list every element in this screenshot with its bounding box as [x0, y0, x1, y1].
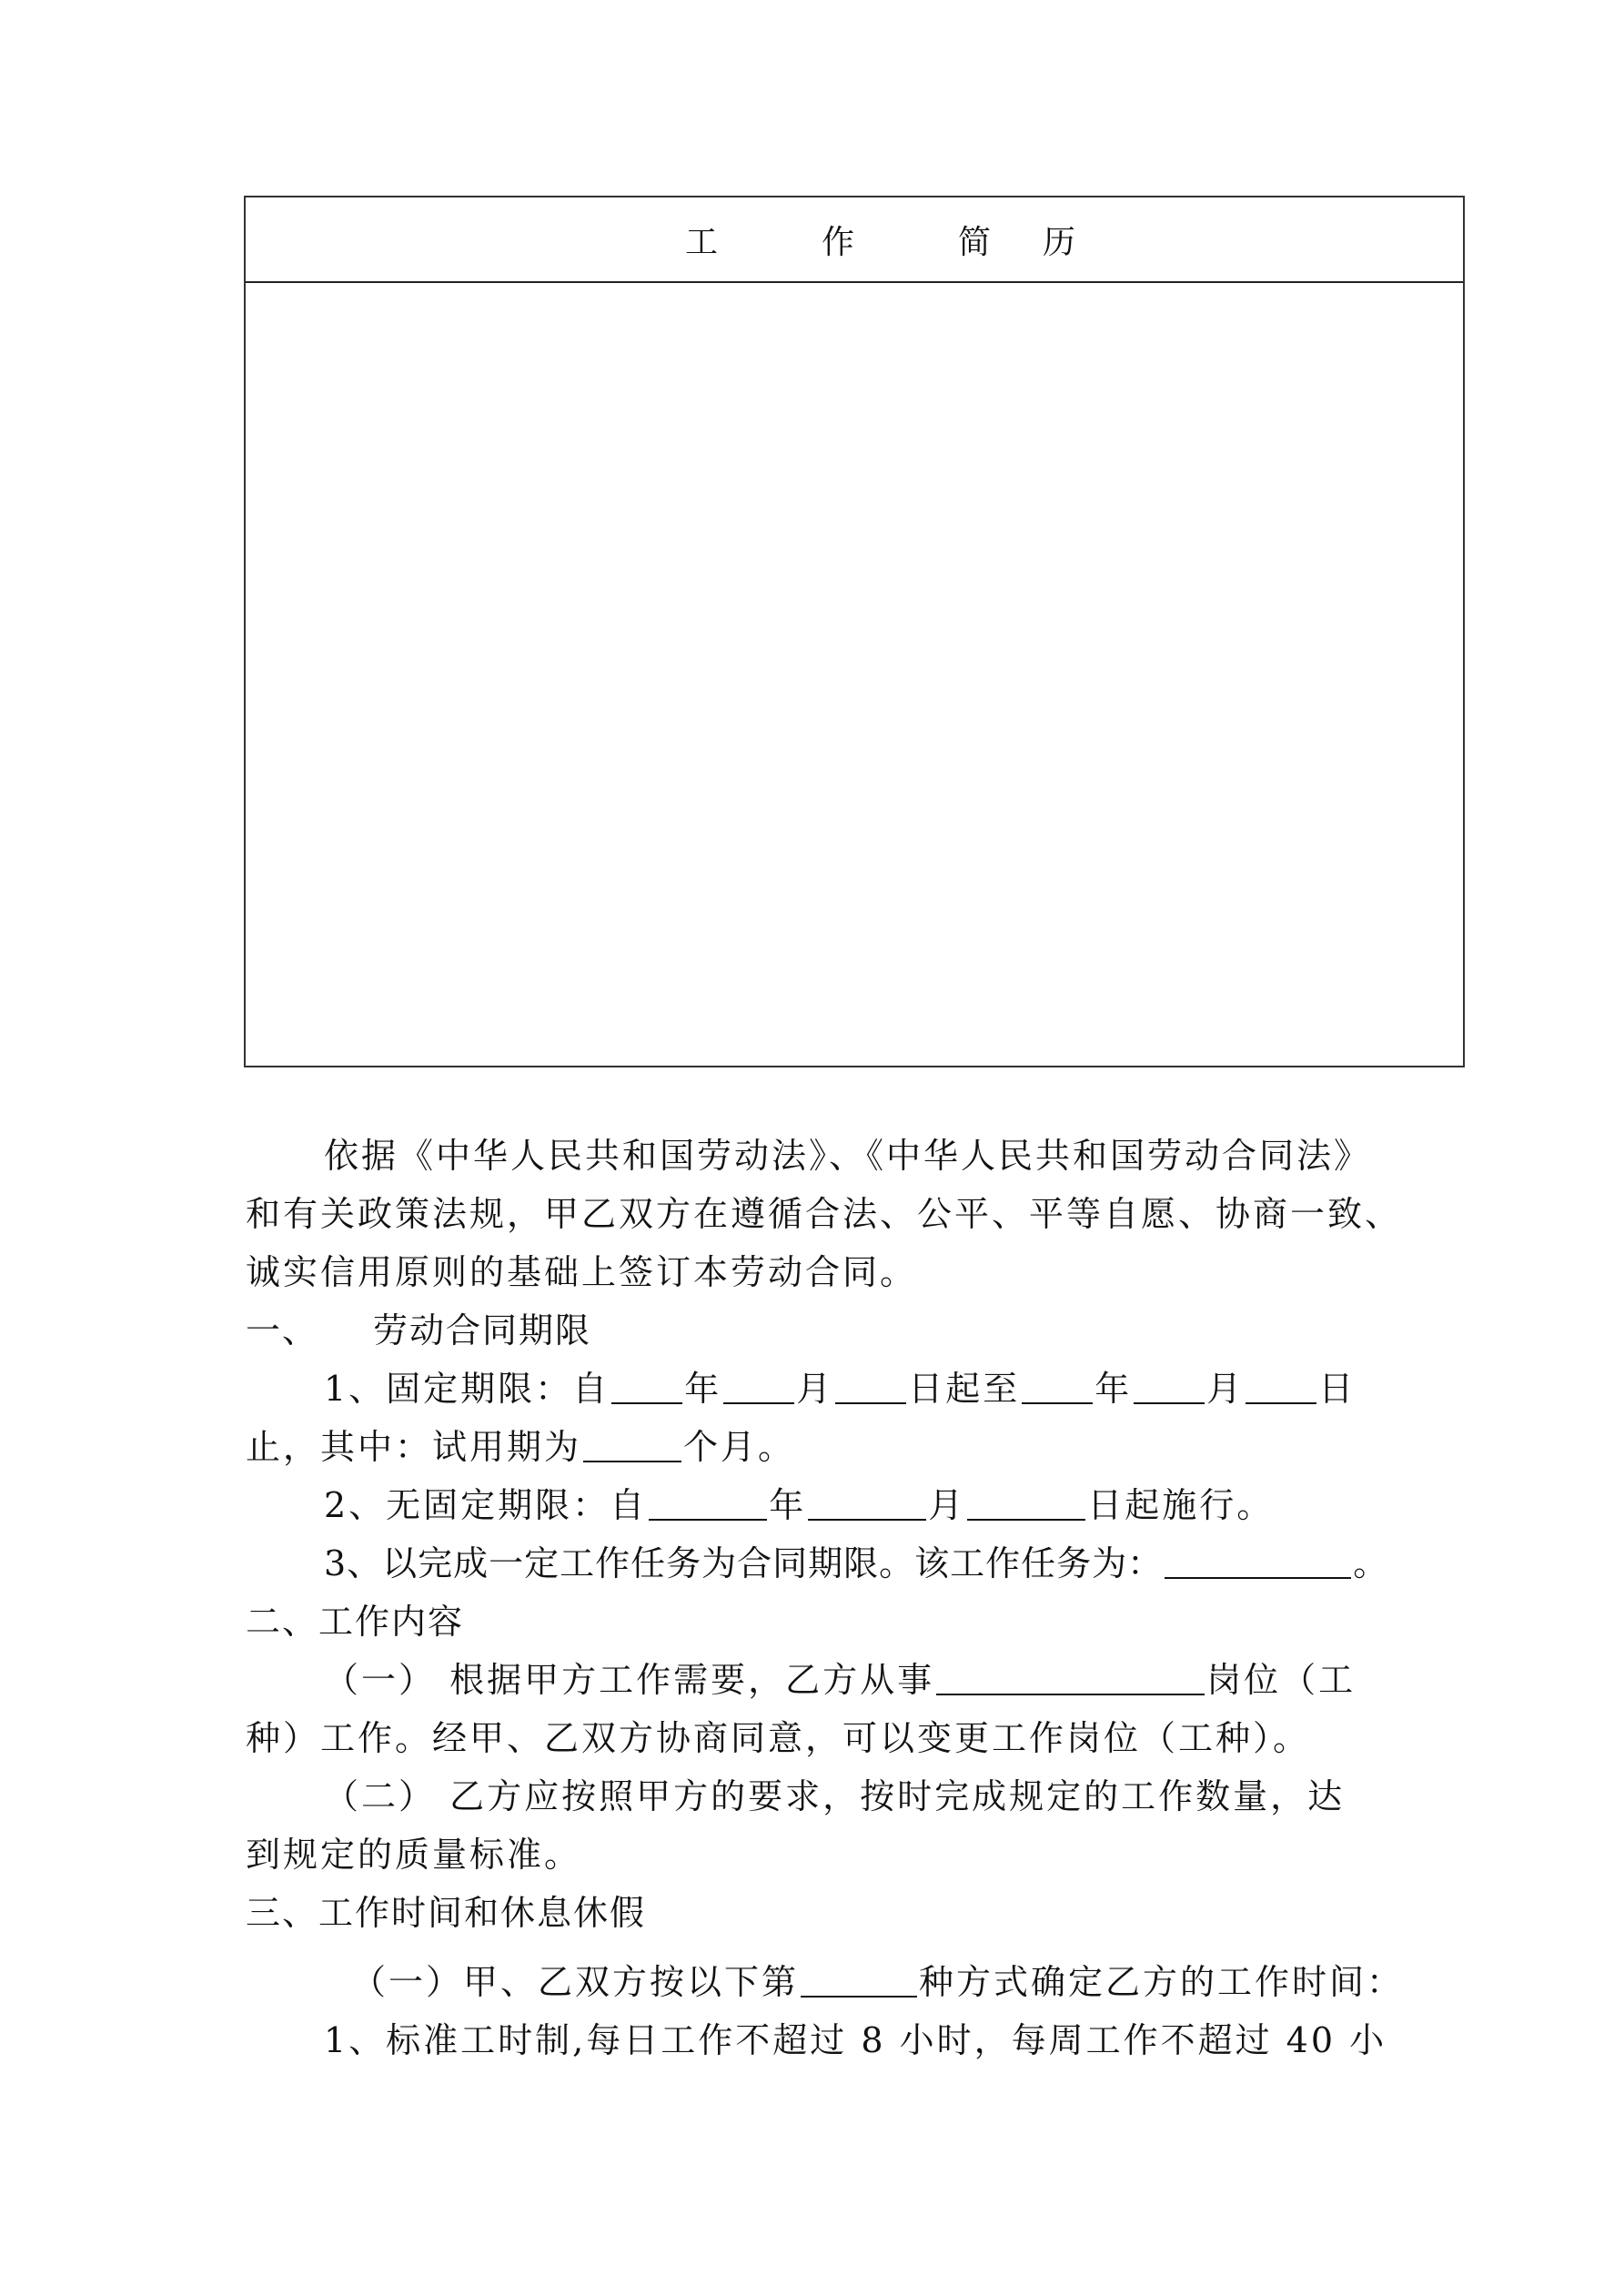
- end-month-blank[interactable]: [1134, 1368, 1205, 1404]
- work-history-title-char: 历: [1043, 223, 1076, 261]
- end-year-blank[interactable]: [1022, 1368, 1093, 1404]
- end-day-blank[interactable]: [1246, 1368, 1316, 1404]
- from-to-label: 日起至: [908, 1369, 1021, 1409]
- year-label: 年: [769, 1485, 807, 1525]
- work-history-title-char: 工: [684, 223, 718, 261]
- position-blank[interactable]: [936, 1659, 1205, 1695]
- work-content-line: （二） 乙方应按照甲方的要求，按时完成规定的工作数量，达: [324, 1776, 1346, 1816]
- work-history-box: [244, 196, 1465, 1067]
- working-hours-line: 1、标准工时制,每日工作不超过 8 小时，每周工作不超过 40 小: [324, 2020, 1387, 2060]
- intro-line: 依据《中华人民共和国劳动法》、《中华人民共和国劳动合同法》: [324, 1136, 1372, 1176]
- fixed-term-line: [246, 1360, 1383, 1418]
- month-label: 月: [928, 1485, 966, 1525]
- start-year-blank[interactable]: [611, 1368, 682, 1404]
- section-heading-work-content: 二、工作内容: [246, 1602, 465, 1642]
- day-label: 日: [1318, 1369, 1357, 1409]
- intro-line: 和有关政策法规，甲乙双方在遵循合法、公平、平等自愿、协商一致、: [246, 1194, 1403, 1234]
- open-year-blank[interactable]: [649, 1484, 767, 1521]
- open-term-label: 2、无固定期限：自: [324, 1485, 648, 1525]
- effective-label: 日起施行。: [1087, 1485, 1275, 1525]
- section-number: 一、: [246, 1310, 319, 1350]
- task-term-line: [246, 1534, 1389, 1593]
- month-label: 月: [796, 1369, 834, 1409]
- section-heading-working-hours: 三、工作时间和休息休假: [246, 1893, 647, 1933]
- task-blank[interactable]: [1165, 1542, 1351, 1579]
- probation-label: 止，其中：试用期为: [246, 1427, 582, 1467]
- work-content-line: [246, 1651, 1383, 1709]
- position-label: 岗位（工: [1206, 1660, 1357, 1700]
- start-day-blank[interactable]: [835, 1368, 906, 1404]
- month-label: 月: [1206, 1369, 1245, 1409]
- probation-months-blank[interactable]: [583, 1426, 681, 1462]
- intro-line: 诚实信用原则的基础上签订本劳动合同。: [246, 1252, 918, 1292]
- start-month-blank[interactable]: [723, 1368, 794, 1404]
- work-content-line: 到规定的质量标准。: [246, 1835, 582, 1875]
- work-content-label: （一） 根据甲方工作需要，乙方从事: [324, 1660, 935, 1700]
- work-history-header: [246, 197, 1463, 283]
- open-term-line: [246, 1476, 1383, 1534]
- hours-method-blank[interactable]: [801, 1961, 917, 1998]
- open-day-blank[interactable]: [967, 1484, 1085, 1521]
- working-hours-line: [246, 1953, 1405, 2011]
- year-label: 年: [1094, 1369, 1133, 1409]
- working-hours-label: 种方式确定乙方的工作时间：: [919, 1962, 1405, 2002]
- open-month-blank[interactable]: [808, 1484, 926, 1521]
- months-label: 个月。: [683, 1427, 796, 1467]
- fixed-term-label: 1、固定期限：自: [324, 1369, 610, 1409]
- work-history-title-char: 简: [957, 223, 991, 261]
- probation-line: [246, 1418, 1383, 1476]
- year-label: 年: [684, 1369, 722, 1409]
- work-history-body[interactable]: [246, 283, 1463, 1066]
- task-term-label: 3、以完成一定工作任务为合同期限。该工作任务为：: [324, 1543, 1164, 1583]
- working-hours-label: （一）甲、乙双方按以下第: [351, 1962, 800, 2002]
- section-title: 劳动合同期限: [373, 1310, 592, 1350]
- section-heading-contract-term: [246, 1301, 1383, 1360]
- work-history-title-char: 作: [821, 223, 854, 261]
- work-content-line: 种）工作。经甲、乙双方协商同意，可以变更工作岗位（工种）。: [246, 1718, 1311, 1758]
- task-end-label: 。: [1353, 1543, 1389, 1583]
- contract-text: [246, 1127, 1405, 2069]
